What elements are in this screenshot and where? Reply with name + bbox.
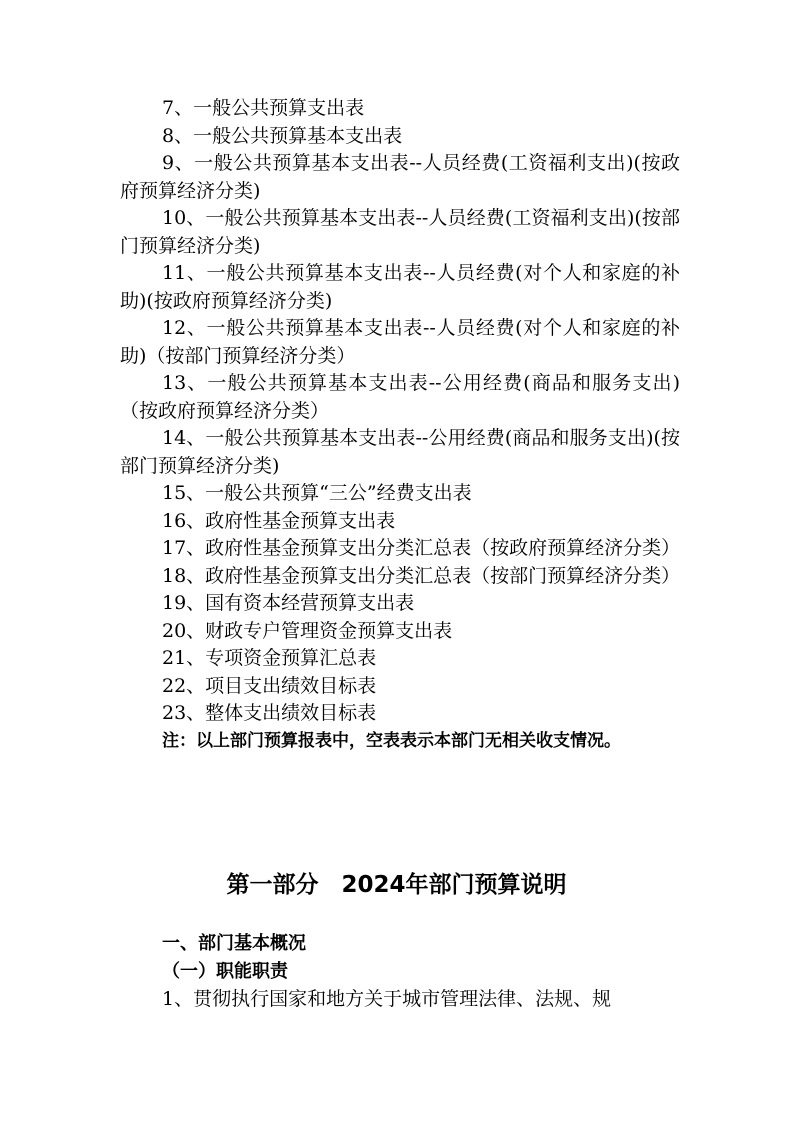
- list-item: 16、政府性基金预算支出表: [162, 509, 396, 532]
- section-heading: 一、部门基本概况: [162, 933, 306, 954]
- list-item: 14、一般公共预算基本支出表--公用经费(商品和服务支出)(按部门预算经济分类): [120, 427, 680, 477]
- list-item: 15、一般公共预算“三公”经费支出表: [162, 482, 472, 504]
- list-item: 19、国有资本经营预算支出表: [162, 592, 415, 614]
- list-item: 17、政府性基金预算支出分类汇总表（按政府预算经济分类）: [162, 537, 681, 559]
- list-item: 13、一般公共预算基本支出表--公用经费(商品和服务支出)（按政府预算经济分类）: [120, 372, 680, 422]
- list-item: 11、一般公共预算基本支出表--人员经费(对个人和家庭的补助)(按政府预算经济分类): [120, 262, 680, 312]
- list-item: 9、一般公共预算基本支出表--人员经费(工资福利支出)(按政府预算经济分类): [120, 152, 680, 202]
- part-title: 第一部分 2024年部门预算说明: [226, 872, 567, 898]
- list-item: 12、一般公共预算基本支出表--人员经费(对个人和家庭的补助)（按部门预算经济分类）: [120, 317, 680, 367]
- list-item: 23、整体支出绩效目标表: [162, 702, 377, 724]
- body-paragraph: 1、贯彻执行国家和地方关于城市管理法律、法规、规: [162, 988, 612, 1010]
- list-item: 7、一般公共预算支出表: [162, 97, 365, 119]
- list-item: 22、项目支出绩效目标表: [162, 674, 377, 697]
- list-item: 21、专项资金预算汇总表: [162, 647, 377, 669]
- list-item: 18、政府性基金预算支出分类汇总表（按部门预算经济分类）: [162, 564, 681, 587]
- note-text: 注：以上部门预算报表中，空表表示本部门无相关收支情况。: [162, 730, 621, 751]
- report-list: [120, 95, 680, 755]
- list-item: 8、一般公共预算基本支出表: [162, 124, 403, 147]
- list-item: 20、财政专户管理资金预算支出表: [162, 619, 453, 642]
- list-item: 10、一般公共预算基本支出表--人员经费(工资福利支出)(按部门预算经济分类): [120, 207, 680, 257]
- subsection-heading: （一）职能职责: [162, 961, 288, 982]
